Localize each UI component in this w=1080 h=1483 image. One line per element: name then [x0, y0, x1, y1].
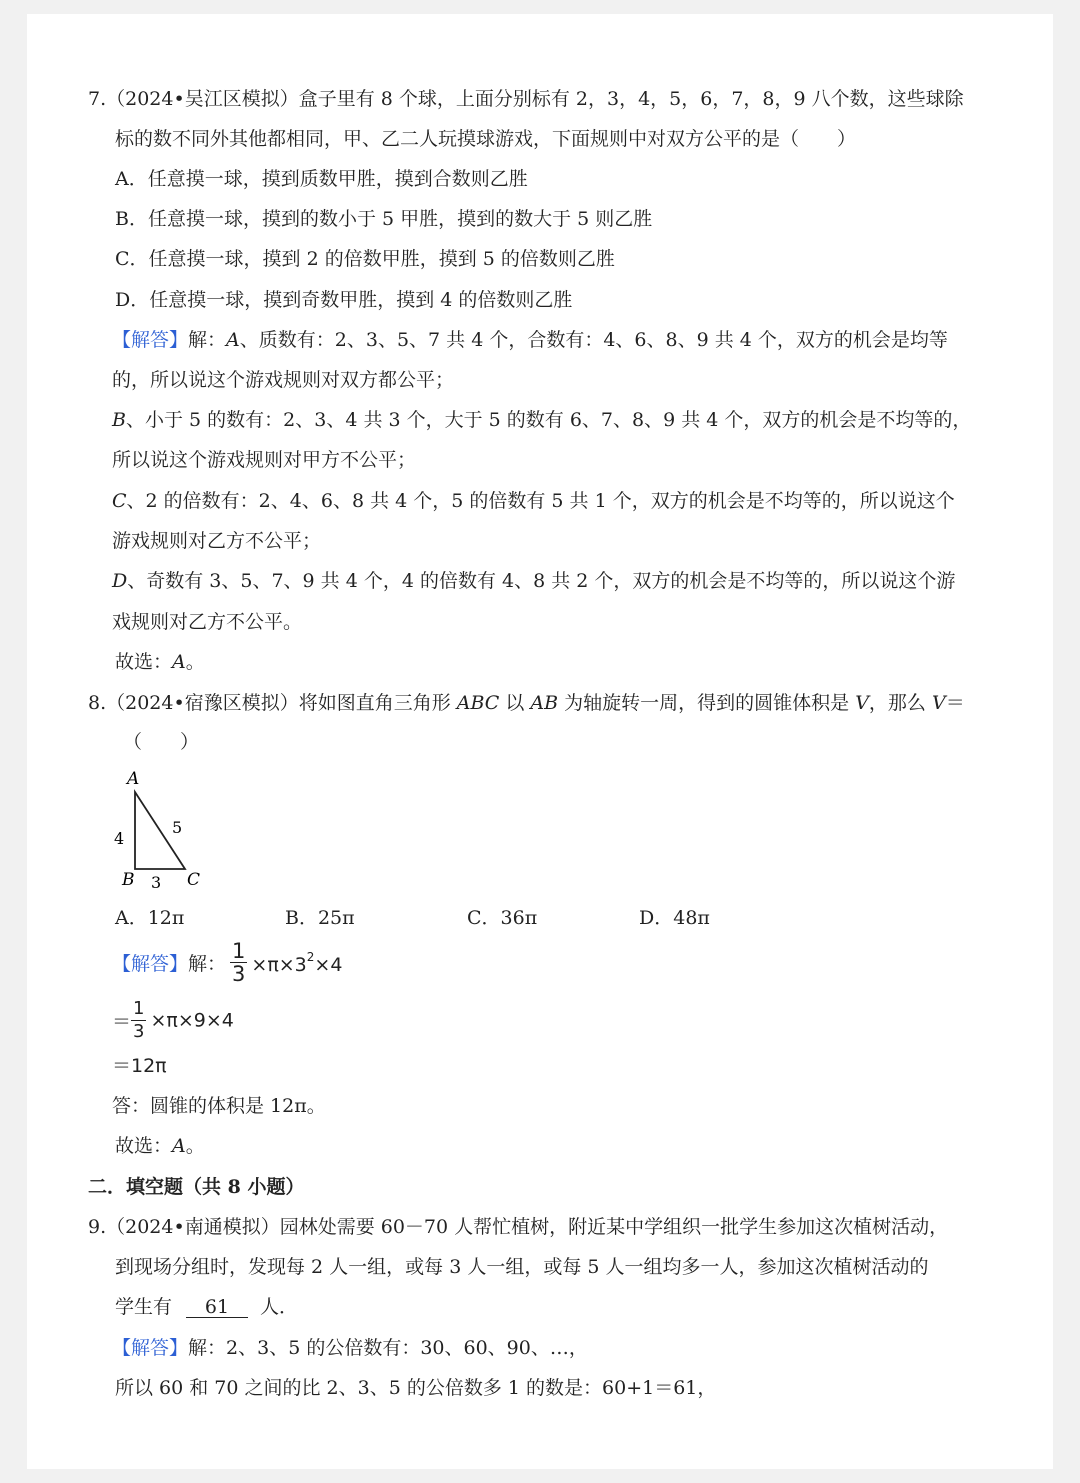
q8-option-b: B．25π: [285, 907, 355, 929]
answer-blank: 61: [186, 1297, 248, 1318]
vertex-a-label: A: [127, 769, 140, 789]
q8-solution-step2: ＝ $\frac{1}{3}$ ×π×9×4: [112, 998, 234, 1042]
solution-tag: 【解答】: [112, 953, 189, 975]
vertex-b-label: B: [122, 870, 135, 890]
q8-option-a: A．12π: [115, 907, 185, 929]
q8-solution-step1: 【解答】解： $\frac{1}{3}$ $\times\pi\times 3^2\times 4$: [112, 939, 343, 986]
side-ab-length: 4: [114, 829, 125, 848]
fraction-one-third-2: $\frac{1}{3}$: [133, 998, 145, 1042]
solution-tag: 【解答】: [112, 329, 189, 351]
document-page: 7.（2024•吴江区模拟）盒子里有 8 个球，上面分别标有 2，3，4，5，6，7，8，9 八个数，这些球除 标的数不同外其他都相同，甲、乙二人玩摸球游戏，下面规则中对双方公平的是（ ） A．任意摸一球，摸到质数甲胜，摸到合数则乙胜 B．任意摸一球，摸到的数小于 5 甲胜，摸到的数大于 5 则乙胜 C．任意摸一球，摸到 2 的倍数甲胜，摸到 5 的倍数则乙胜 D．任意摸一球，摸到奇数甲胜，摸到 4 的倍数则乙胜 【解答】解：A、质数有：2、3、5、7 共 4 个，合数有：4、6、8、9 共 4 个，双方的机会是均等 的，所以说这个游戏规则对双方都公平； B、小于 5 的数有：2、3、4 共 3 个，大于 5 的数有 6、7、8、9 共 4 个，双方的机会是不均等的， 所以说这个游戏规则对甲方不公平； C、2 的倍数有：2、4、6、8 共 4 个，5 的倍数有 5 共 1 个，双方的机会是不均等的，所以说这个 游戏规则对乙方不公平； D、奇数有 3、5、7、9 共 4 个，4 的倍数有 4、8 共 2 个，双方的机会是不均等的，所以说这个游 戏规则对乙方不公平。 故选：A。 8.（2024•宿豫区模拟）将如图直角三角形 ABC 以 AB 为轴旋转一周，得到的圆锥体积是 V，那么 V＝ （ ） A B C 4 3 5 A．12π B．25π C．36π D．48π 【解答】解： $\frac{1}{3}$ $\times\pi\times 3^2\times 4$ ＝ $\frac{1}{3}$ ×π×9×4 ＝12π 答：圆锥的体积是 12π。 故选：A。 二．填空题（共 8 小题） 9.（2024•南通模拟）园林处需要 60－70 人帮忙植树，附近某中学组织一批学生参加这次植树活动， 到现场分组时，发现每 2 人一组，或每 3 人一组，或每 5 人一组均多一人，参加这次植树活动的 学生有 61 人． 【解答】解：2、3、5 的公倍数有：30、60、90、…， 所以 60 和 70 之间的比 2、3、5 的公倍数多 1 的数是：60+1＝61，: [27, 14, 1053, 1469]
vertex-c-label: C: [187, 870, 201, 890]
fraction-one-third: $\frac{1}{3}$: [232, 939, 246, 986]
side-bc-length: 3: [151, 873, 162, 892]
right-triangle-figure: [107, 766, 217, 896]
q8-option-d: D．48π: [639, 907, 710, 929]
solution-tag: 【解答】: [112, 1337, 189, 1359]
side-ac-length: 5: [172, 818, 183, 837]
q8-option-c: C．36π: [467, 907, 538, 929]
